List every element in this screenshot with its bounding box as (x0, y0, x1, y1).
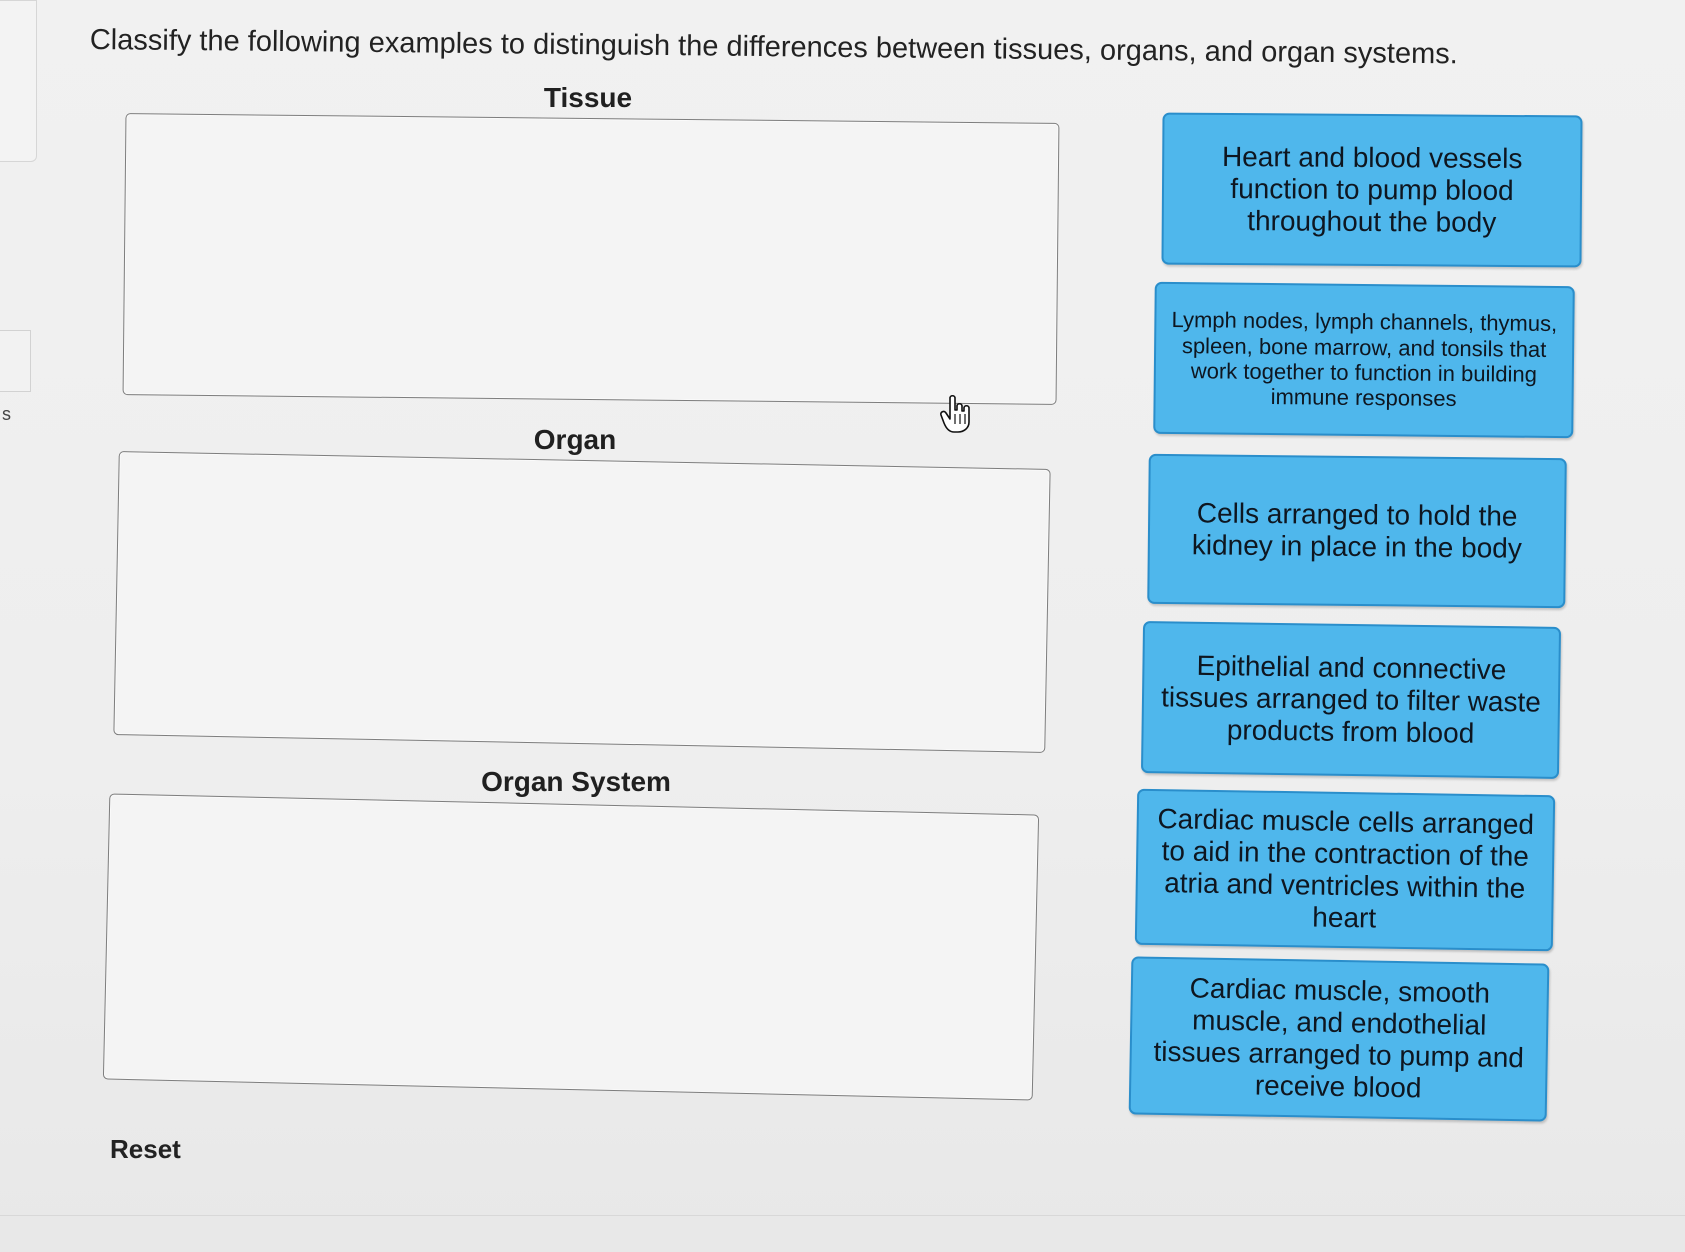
reset-button[interactable]: Reset (110, 1134, 181, 1164)
card-text: Cells arranged to hold the kidney in place in the body (1191, 497, 1522, 564)
drop-zone-tissue[interactable] (123, 113, 1060, 405)
card-text: Epithelial and connective tissues arranged to filter waste products from blood (1160, 649, 1542, 749)
left-edge-panel (0, 0, 37, 162)
hand-pointer-icon (940, 394, 974, 434)
drop-zone-organ[interactable] (113, 451, 1050, 753)
card-text: Heart and blood vessels function to pump blood throughout the body (1221, 140, 1523, 238)
card-text: Lymph nodes, lymph channels, thymus, spleen, bone marrow, and tonsils that work together to function in building immune responses (1171, 307, 1558, 412)
draggable-card[interactable] (1161, 113, 1582, 268)
card-text: Cardiac muscle, smooth muscle, and endothelial tissues arranged to pump and receive blood (1153, 972, 1525, 1104)
left-edge-letter: s (2, 404, 11, 424)
question-prompt: Classify the following examples to distinguish the differences between tissues, organs, and organ systems. (89, 24, 1458, 71)
draggable-card[interactable] (1135, 789, 1555, 952)
draggable-card[interactable] (1153, 282, 1575, 438)
draggable-card[interactable] (1147, 454, 1567, 608)
category-label-organ: Organ (533, 424, 617, 455)
left-edge-box (0, 330, 31, 392)
card-text: Cardiac muscle cells arranged to aid in the contraction of the atria and ventricles within the heart (1157, 802, 1535, 934)
category-label-organ-system: Organ System (481, 766, 671, 797)
category-label-tissue: Tissue (543, 82, 633, 113)
divider (0, 1215, 1685, 1216)
drop-zone-organ-system[interactable] (103, 793, 1039, 1100)
draggable-card[interactable] (1141, 621, 1561, 779)
draggable-card[interactable] (1129, 956, 1550, 1121)
